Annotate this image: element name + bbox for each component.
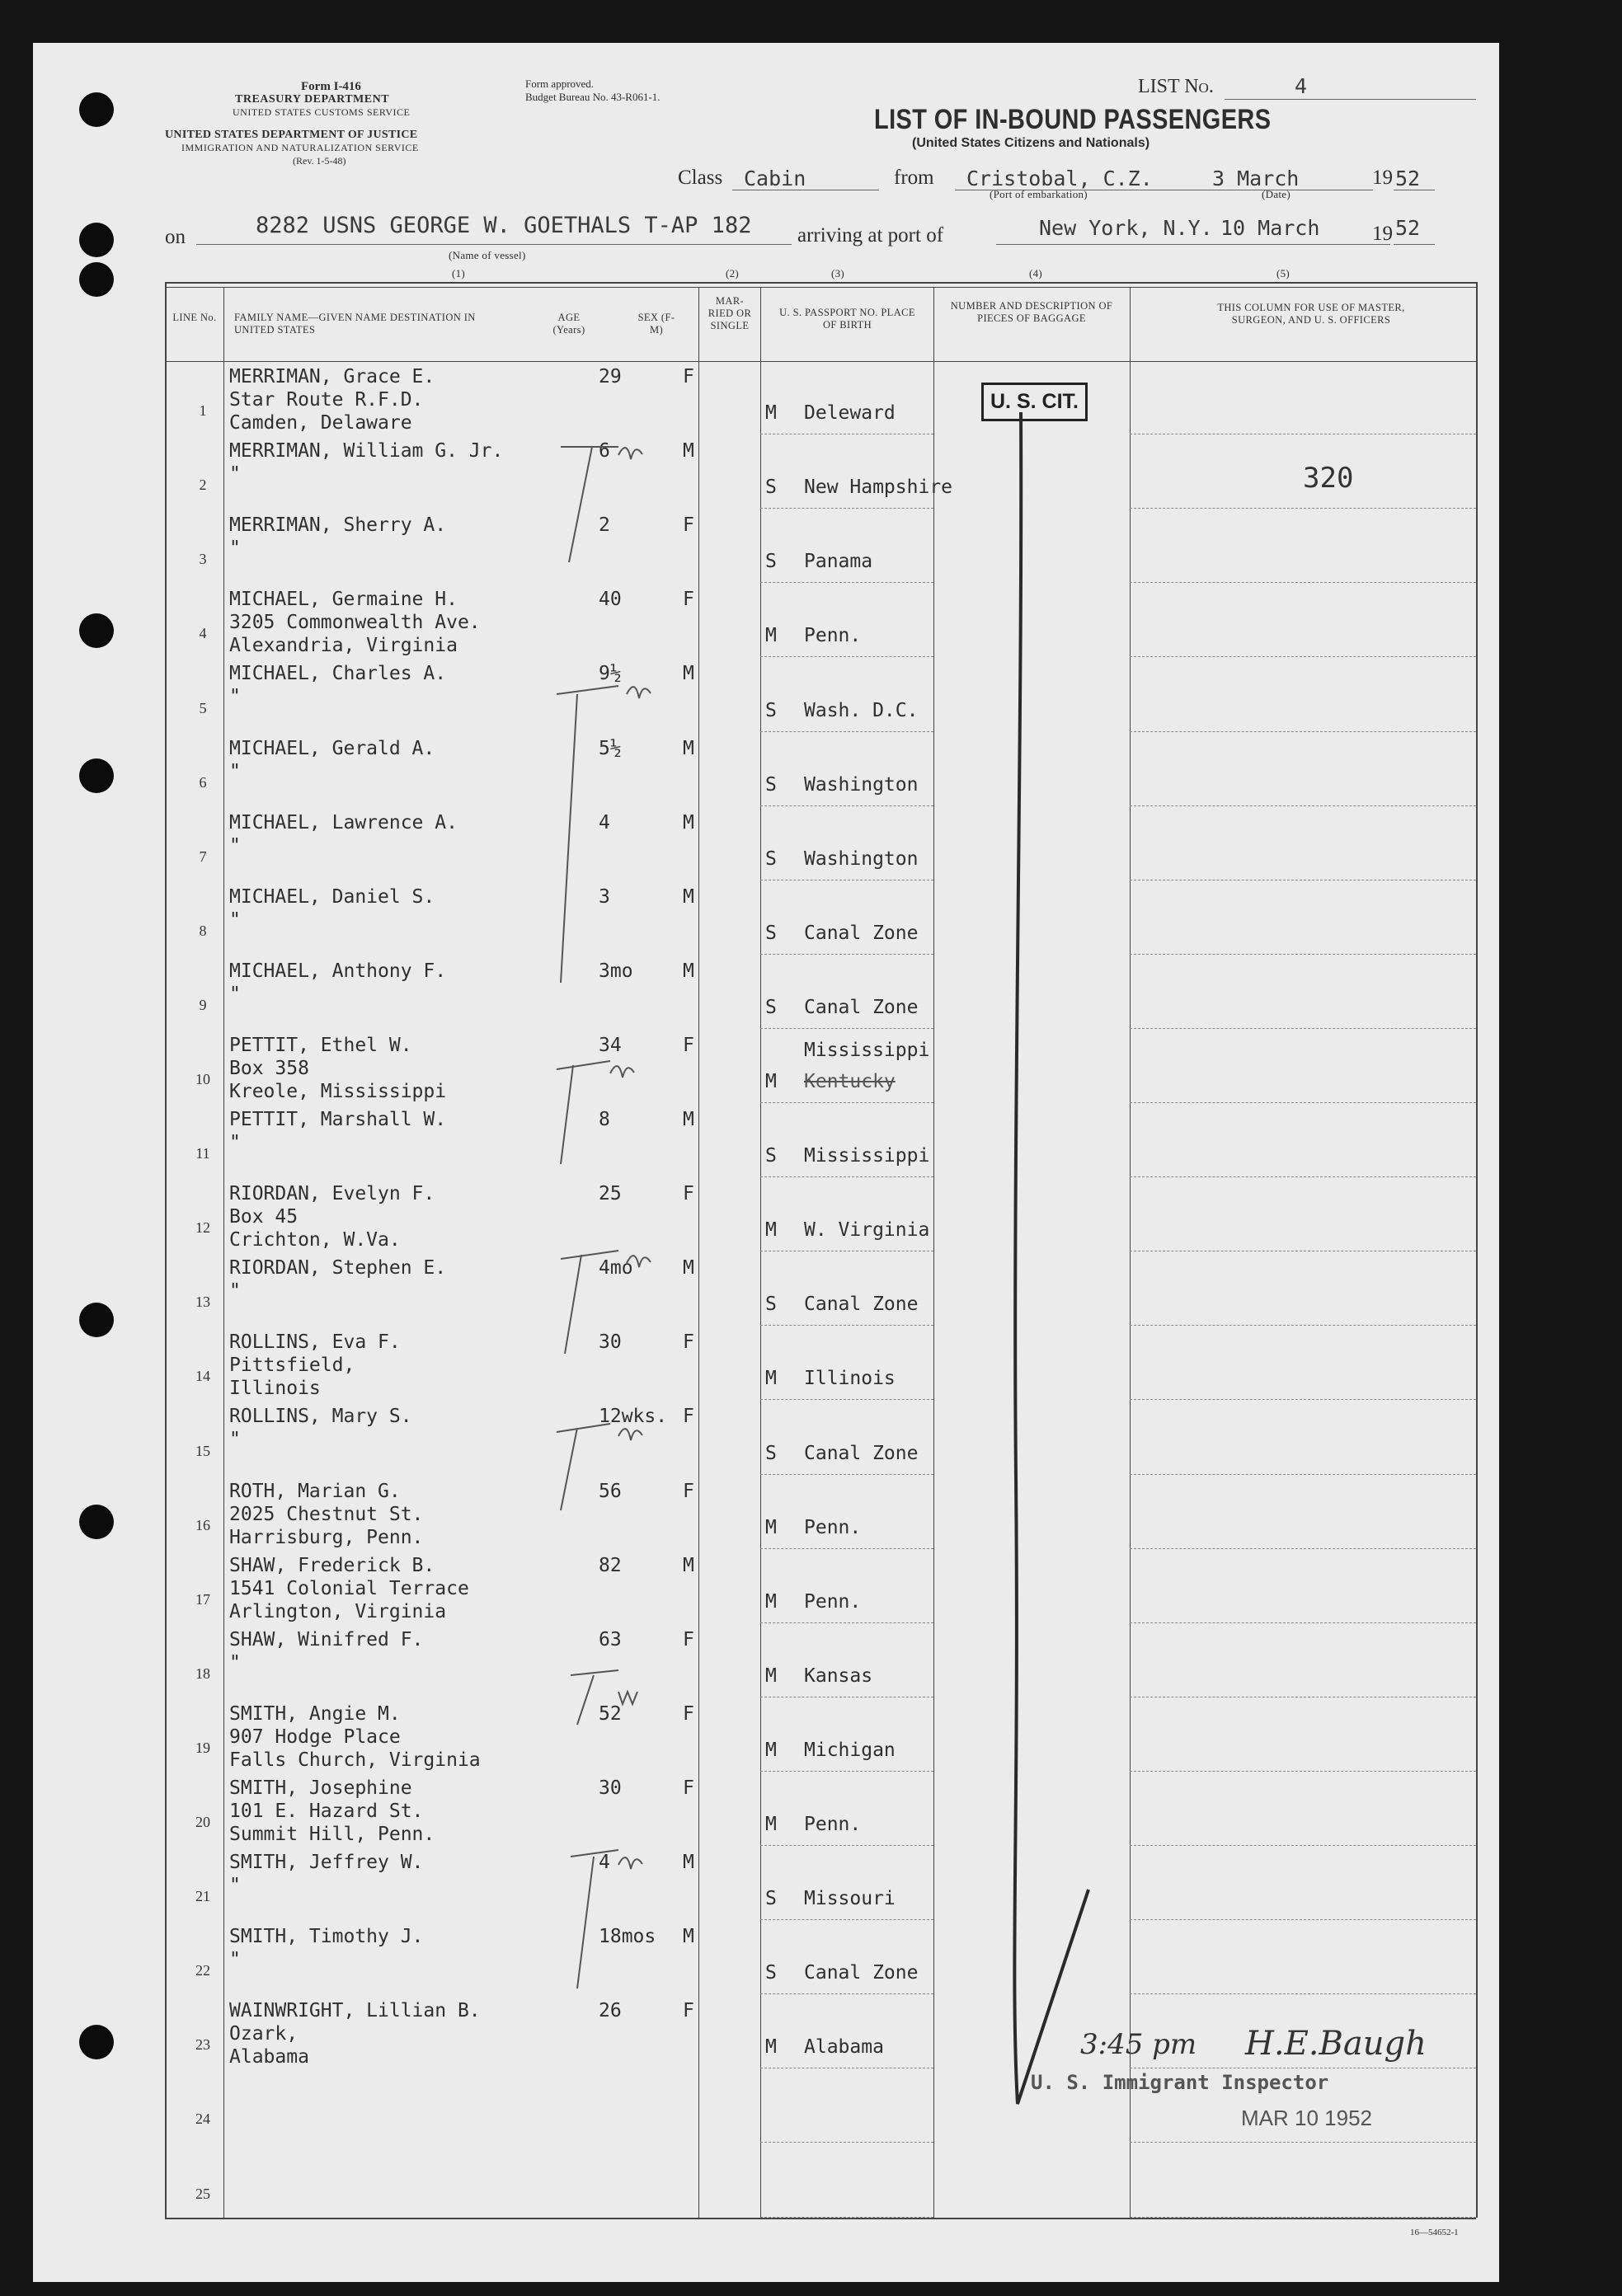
- line-number: 25: [195, 2185, 210, 2202]
- passenger-name: ROTH, Marian G.: [229, 1480, 401, 1502]
- passenger-name: SHAW, Frederick B.: [229, 1554, 435, 1576]
- check-marks: [495, 439, 742, 2236]
- col-num-3: (3): [831, 267, 845, 279]
- place-of-birth: Kansas: [804, 1664, 873, 1687]
- marital-status: S: [765, 551, 777, 573]
- arriving-label: arriving at port of: [797, 224, 944, 247]
- destination-line: Alabama: [229, 2046, 309, 2068]
- sex: F: [683, 1183, 694, 1205]
- destination-line: Crichton, W.Va.: [229, 1229, 401, 1251]
- destination-line: ": [229, 760, 241, 782]
- sex: F: [683, 1628, 694, 1650]
- passenger-name: MICHAEL, Daniel S.: [229, 885, 435, 908]
- binder-hole: [79, 1303, 114, 1337]
- destination-line: ": [229, 983, 241, 1005]
- line-number: 13: [195, 1294, 210, 1311]
- port-of-embarkation: Cristobal, C.Z.: [966, 167, 1153, 190]
- line-number: 8: [199, 922, 207, 939]
- age: 8: [599, 1109, 610, 1130]
- passenger-name: ROLLINS, Eva F.: [229, 1331, 401, 1354]
- destination-line: Box 45: [229, 1206, 299, 1228]
- passenger-name: SMITH, Timothy J.: [229, 1926, 424, 1948]
- marital-status: S: [765, 1294, 777, 1316]
- destination-line: 2025 Chestnut St.: [229, 1503, 424, 1525]
- list-number: 4: [1295, 74, 1308, 98]
- time-note: 3:45 pm: [1080, 2028, 1197, 2061]
- header-age: AGE (Years): [552, 312, 585, 336]
- passenger-name: SMITH, Josephine: [229, 1777, 412, 1799]
- col-num-4: (4): [1029, 267, 1043, 279]
- passenger-name: MICHAEL, Charles A.: [229, 663, 447, 685]
- vessel-name: 8282 USNS GEORGE W. GOETHALS T-AP 182: [256, 213, 752, 238]
- age: 29: [599, 366, 622, 387]
- passenger-name: RIORDAN, Stephen E.: [229, 1257, 447, 1279]
- revision: (Rev. 1-5-48): [293, 155, 346, 167]
- age: 52: [599, 1702, 622, 1725]
- passenger-name: MICHAEL, Lawrence A.: [229, 811, 458, 833]
- sex: F: [683, 1777, 694, 1799]
- destination-line: Star Route R.F.D.: [229, 389, 424, 411]
- line-number: 21: [195, 1888, 210, 1905]
- place-of-birth: Alabama: [804, 2036, 884, 2059]
- date-caption: (Date): [1262, 188, 1291, 200]
- line-number: 24: [195, 2111, 210, 2128]
- sex: F: [683, 1034, 694, 1056]
- destination-line: Pittsfield,: [229, 1355, 355, 1377]
- place-of-birth: Missouri: [804, 1888, 896, 1910]
- sex: F: [683, 1480, 694, 1502]
- line-number: 16: [195, 1516, 210, 1533]
- vessel-caption: (Name of vessel): [449, 249, 526, 261]
- destination-line: ": [229, 1280, 241, 1303]
- destination-line: 1541 Colonial Terrace: [229, 1577, 469, 1599]
- marital-status: M: [765, 1664, 777, 1687]
- departure-year: 52: [1395, 167, 1421, 190]
- form-subtitle: (United States Citizens and Nationals): [912, 136, 1150, 150]
- marital-status: S: [765, 773, 777, 796]
- header-officers: THIS COLUMN FOR USE OF MASTER, SURGEON, AND U. S. OFFICERS: [1217, 302, 1405, 326]
- passenger-name: PETTIT, Marshall W.: [229, 1109, 447, 1130]
- baggage-check-line: [1006, 406, 1171, 2112]
- customs-service: UNITED STATES CUSTOMS SERVICE: [233, 106, 411, 118]
- age: 25: [599, 1183, 622, 1205]
- year-prefix-2: 19: [1372, 223, 1393, 245]
- sex: M: [683, 1852, 694, 1873]
- sex: F: [683, 366, 694, 387]
- marital-status: M: [765, 2036, 777, 2059]
- ins-service: IMMIGRATION AND NATURALIZATION SERVICE: [181, 142, 419, 153]
- sex: M: [683, 811, 694, 833]
- officer-number: 320: [1303, 462, 1354, 495]
- destination-line: ": [229, 834, 241, 857]
- place-of-birth: Michigan: [804, 1739, 896, 1761]
- passenger-name: SMITH, Angie M.: [229, 1702, 401, 1725]
- marital-status: S: [765, 996, 777, 1018]
- sex: M: [683, 1554, 694, 1576]
- sex: M: [683, 1109, 694, 1130]
- sex: F: [683, 2000, 694, 2022]
- marital-status: S: [765, 848, 777, 870]
- sex: M: [683, 663, 694, 685]
- marital-status: M: [765, 625, 777, 647]
- header-baggage: NUMBER AND DESCRIPTION OF PIECES OF BAGGAGE: [950, 300, 1113, 324]
- sex: M: [683, 440, 694, 462]
- binder-hole: [79, 2025, 114, 2059]
- col-num-5: (5): [1276, 267, 1291, 279]
- age: 5½: [599, 737, 622, 759]
- us-citizen-stamp: U. S. CIT.: [981, 383, 1088, 421]
- age: 63: [599, 1628, 622, 1650]
- marital-status: M: [765, 1814, 777, 1835]
- place-of-birth: Penn.: [804, 1516, 862, 1538]
- age: 4: [599, 811, 610, 833]
- place-of-birth: Canal Zone: [804, 996, 919, 1018]
- destination-line: ": [229, 1651, 241, 1674]
- binder-hole: [79, 92, 114, 127]
- sex: F: [683, 1406, 694, 1428]
- passenger-name: MICHAEL, Anthony F.: [229, 960, 447, 982]
- passenger-name: MERRIMAN, William G. Jr.: [229, 440, 504, 462]
- sex: M: [683, 737, 694, 759]
- destination-line: Falls Church, Virginia: [229, 1749, 481, 1771]
- arrival-port: New York, N.Y.: [1039, 216, 1213, 240]
- passenger-name: RIORDAN, Evelyn F.: [229, 1183, 435, 1205]
- age: 6: [599, 440, 610, 462]
- age: 34: [599, 1034, 622, 1056]
- treasury-dept: TREASURY DEPARTMENT: [235, 93, 390, 106]
- destination-line: ": [229, 1429, 241, 1451]
- col-num-1: (1): [452, 267, 466, 279]
- age: 9½: [599, 663, 622, 685]
- line-number: 2: [199, 477, 207, 494]
- destination-line: Arlington, Virginia: [229, 1600, 447, 1622]
- binder-hole: [79, 1505, 114, 1539]
- header-married: MAR- RIED OR SINGLE: [708, 295, 752, 331]
- arrival-year: 52: [1395, 216, 1421, 240]
- footer-code: 16—54652-1: [1410, 2228, 1459, 2237]
- destination-line: 3205 Commonwealth Ave.: [229, 612, 481, 634]
- doj-dept: UNITED STATES DEPARTMENT OF JUSTICE: [165, 129, 418, 141]
- marital-status: S: [765, 1442, 777, 1464]
- sex: F: [683, 1331, 694, 1354]
- sex: M: [683, 885, 694, 908]
- marital-status: S: [765, 1145, 777, 1167]
- passenger-name: MICHAEL, Germaine H.: [229, 589, 458, 611]
- line-number: 7: [199, 848, 207, 865]
- place-of-birth: W. Virginia: [804, 1219, 930, 1242]
- inspector-signature: H.E.Baugh: [1245, 2025, 1427, 2063]
- destination-line: ": [229, 686, 241, 708]
- destination-line: 907 Hodge Place: [229, 1726, 401, 1748]
- line-number: 11: [195, 1145, 210, 1162]
- marital-status: M: [765, 1590, 777, 1613]
- arrival-date: 10 March: [1220, 216, 1320, 240]
- marital-status: M: [765, 1219, 777, 1242]
- marital-status: S: [765, 477, 777, 499]
- line-number: 3: [199, 551, 207, 568]
- place-of-birth: Penn.: [804, 1814, 862, 1835]
- form-approved: Form approved.: [525, 77, 595, 90]
- line-number: 9: [199, 996, 207, 1013]
- place-of-birth: Canal Zone: [804, 1442, 919, 1464]
- line-number: 1: [199, 402, 207, 420]
- marital-status: S: [765, 699, 777, 721]
- binder-hole: [79, 223, 114, 257]
- age: 3: [599, 885, 610, 908]
- place-of-birth: Panama: [804, 551, 873, 573]
- port-embarkation-caption: (Port of embarkation): [990, 188, 1088, 200]
- passenger-name: PETTIT, Ethel W.: [229, 1034, 412, 1056]
- marital-status: M: [765, 1071, 777, 1092]
- place-of-birth: Penn.: [804, 1590, 862, 1613]
- on-label: on: [165, 226, 186, 248]
- marital-status: S: [765, 1962, 777, 1984]
- form-page: [33, 43, 1499, 2282]
- marital-status: M: [765, 402, 777, 425]
- line-number: 10: [195, 1071, 210, 1087]
- age: 26: [599, 2000, 622, 2022]
- place-of-birth: Deleward: [804, 402, 896, 425]
- place-of-birth: Washington: [804, 773, 919, 796]
- form-number: Form I-416: [301, 80, 361, 93]
- sex: M: [683, 960, 694, 982]
- destination-line: ": [229, 463, 241, 486]
- place-of-birth-struck: Kentucky: [804, 1071, 896, 1092]
- destination-line: Box 358: [229, 1057, 309, 1079]
- line-number: 12: [195, 1219, 210, 1237]
- destination-line: ": [229, 1132, 241, 1153]
- line-number: 19: [195, 1739, 210, 1756]
- place-of-birth: Mississippi: [804, 1145, 930, 1167]
- sex: F: [683, 589, 694, 611]
- place-of-birth: New Hampshire: [804, 477, 953, 499]
- line-number: 17: [195, 1590, 210, 1608]
- destination-line: Ozark,: [229, 2023, 299, 2045]
- line-number: 5: [199, 699, 207, 716]
- age: 2: [599, 514, 610, 537]
- header-passport: U. S. PASSPORT NO. PLACE OF BIRTH: [779, 307, 915, 331]
- line-number: 14: [195, 1368, 210, 1385]
- passenger-name: ROLLINS, Mary S.: [229, 1406, 412, 1428]
- form-title: LIST OF IN-BOUND PASSENGERS: [874, 104, 1272, 135]
- destination-line: ": [229, 1949, 241, 1971]
- class-label: Class: [678, 167, 723, 189]
- age: 82: [599, 1554, 622, 1576]
- destination-line: Summit Hill, Penn.: [229, 1823, 435, 1845]
- line-number: 4: [199, 625, 207, 642]
- destination-line: ": [229, 1875, 241, 1896]
- passenger-name: SMITH, Jeffrey W.: [229, 1852, 424, 1873]
- place-of-birth: Illinois: [804, 1368, 896, 1390]
- col-num-2: (2): [726, 267, 740, 279]
- place-of-birth: Canal Zone: [804, 922, 919, 944]
- place-of-birth: Canal Zone: [804, 1294, 919, 1316]
- passenger-name: MERRIMAN, Sherry A.: [229, 514, 447, 537]
- age: 56: [599, 1480, 622, 1502]
- destination-line: ": [229, 538, 241, 560]
- destination-line: Kreole, Mississippi: [229, 1080, 447, 1102]
- destination-line: 101 E. Hazard St.: [229, 1800, 424, 1822]
- year-prefix-1: 19: [1372, 167, 1393, 189]
- binder-hole: [79, 758, 114, 793]
- inspector-title: U. S. Immigrant Inspector: [1031, 2071, 1329, 2094]
- destination-line: Illinois: [229, 1378, 321, 1400]
- place-of-birth: Penn.: [804, 625, 862, 647]
- class-value: Cabin: [744, 167, 806, 190]
- age: 3mo: [599, 960, 633, 982]
- passenger-name: MICHAEL, Gerald A.: [229, 737, 435, 759]
- passenger-name: MERRIMAN, Grace E.: [229, 366, 435, 387]
- age: 30: [599, 1331, 622, 1354]
- age: 4mo: [599, 1257, 633, 1279]
- binder-hole: [79, 613, 114, 648]
- marital-status: S: [765, 1888, 777, 1910]
- passenger-name: SHAW, Winifred F.: [229, 1628, 424, 1650]
- place-of-birth: Washington: [804, 848, 919, 870]
- age: 12wks.: [599, 1406, 668, 1428]
- sex: F: [683, 1702, 694, 1725]
- inspection-date: MAR 10 1952: [1241, 2106, 1372, 2130]
- line-number: 18: [195, 1664, 210, 1682]
- destination-line: ": [229, 909, 241, 931]
- marital-status: M: [765, 1516, 777, 1538]
- binder-hole: [79, 262, 114, 297]
- line-number: 20: [195, 1814, 210, 1830]
- place-of-birth: Wash. D.C.: [804, 699, 919, 721]
- place-of-birth: Canal Zone: [804, 1962, 919, 1984]
- from-label: from: [894, 167, 934, 189]
- passenger-name: WAINWRIGHT, Lillian B.: [229, 2000, 481, 2022]
- destination-line: Alexandria, Virginia: [229, 635, 458, 657]
- budget-bureau: Budget Bureau No. 43-R061-1.: [525, 91, 661, 103]
- marital-status: S: [765, 922, 777, 944]
- departure-date: 3 March: [1212, 167, 1300, 190]
- sex: M: [683, 1257, 694, 1279]
- header-name: FAMILY NAME—GIVEN NAME DESTINATION IN UNITED STATES: [234, 312, 476, 336]
- destination-line: Harrisburg, Penn.: [229, 1526, 424, 1548]
- line-number: 6: [199, 773, 207, 791]
- destination-line: Camden, Delaware: [229, 412, 412, 434]
- marital-status: M: [765, 1368, 777, 1390]
- line-number: 23: [195, 2036, 210, 2054]
- header-sex: SEX (F-M): [637, 312, 675, 336]
- place-of-birth: Mississippi: [804, 1039, 930, 1061]
- age: 4: [599, 1852, 610, 1873]
- marital-status: M: [765, 1739, 777, 1761]
- sex: M: [683, 1926, 694, 1948]
- age: 30: [599, 1777, 622, 1799]
- line-number: 15: [195, 1442, 210, 1459]
- sex: F: [683, 514, 694, 537]
- line-number: 22: [195, 1962, 210, 1979]
- list-label: LIST No.: [1138, 76, 1214, 97]
- age: 18mos: [599, 1926, 656, 1948]
- header-line-no: LINE No.: [172, 312, 217, 323]
- age: 40: [599, 589, 622, 611]
